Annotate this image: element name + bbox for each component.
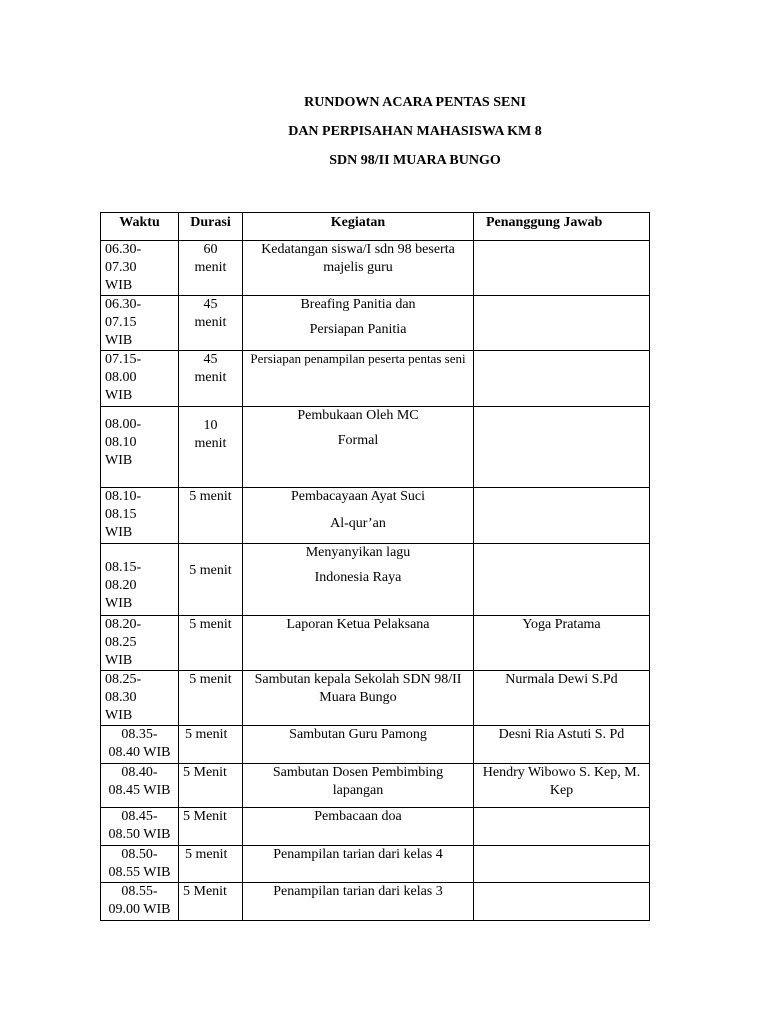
title-line-3: SDN 98/II MUARA BUNGO <box>329 153 501 168</box>
cell-kegiatan: Sambutan kepala Sekolah SDN 98/II Muara Bungo <box>243 671 474 726</box>
title-line-2: DAN PERPISAHAN MAHASISWA KM 8 <box>288 124 542 139</box>
table-row <box>101 846 650 883</box>
table-row <box>101 883 650 921</box>
cell-waktu: 07.15- 08.00 WIB <box>101 351 179 407</box>
table-header-row <box>101 213 650 241</box>
rundown-table <box>100 212 650 921</box>
cell-durasi: 60 menit <box>179 241 243 296</box>
cell-penanggung-jawab: Desni Ria Astuti S. Pd <box>474 726 650 764</box>
table-row <box>101 296 650 351</box>
cell-kegiatan: Sambutan Dosen Pembimbing lapangan <box>243 764 474 808</box>
table-row <box>101 764 650 808</box>
kegiatan-line-1: Menyanyikan lagu <box>305 545 411 560</box>
cell-penanggung-jawab <box>474 808 650 846</box>
table-row <box>101 488 650 544</box>
cell-waktu: 08.50- 08.55 WIB <box>101 846 179 883</box>
cell-waktu: 08.15- 08.20 WIB <box>101 544 179 616</box>
cell-kegiatan <box>243 296 474 351</box>
title-line-1: RUNDOWN ACARA PENTAS SENI <box>304 95 526 110</box>
table-row <box>101 241 650 296</box>
header-durasi: Durasi <box>179 213 243 241</box>
cell-kegiatan: Sambutan Guru Pamong <box>243 726 474 764</box>
table-row <box>101 351 650 407</box>
cell-durasi: 5 Menit <box>179 883 243 921</box>
cell-durasi: 10 menit <box>179 407 243 488</box>
cell-penanggung-jawab <box>474 544 650 616</box>
cell-penanggung-jawab <box>474 407 650 488</box>
cell-durasi: 5 menit <box>179 616 243 671</box>
cell-durasi: 5 menit <box>179 671 243 726</box>
kegiatan-line-1: Pembukaan Oleh MC <box>297 408 419 423</box>
cell-durasi: 5 Menit <box>179 764 243 808</box>
table-row <box>101 544 650 616</box>
cell-waktu: 08.00- 08.10 WIB <box>101 407 179 488</box>
cell-penanggung-jawab: Hendry Wibowo S. Kep, M. Kep <box>474 764 650 808</box>
table-row <box>101 808 650 846</box>
cell-waktu: 08.40- 08.45 WIB <box>101 764 179 808</box>
cell-waktu: 08.45- 08.50 WIB <box>101 808 179 846</box>
cell-kegiatan <box>243 407 474 488</box>
cell-durasi: 5 menit <box>179 544 243 616</box>
header-penanggung-jawab: Penanggung Jawab <box>474 213 650 241</box>
kegiatan-line-1: Pembacayaan Ayat Suci <box>290 489 425 504</box>
cell-penanggung-jawab <box>474 488 650 544</box>
kegiatan-line-2: Al-qur’an <box>330 516 386 531</box>
cell-waktu: 08.35- 08.40 WIB <box>101 726 179 764</box>
table-row <box>101 726 650 764</box>
kegiatan-line-1: Breafing Panitia dan <box>300 297 416 312</box>
cell-durasi: 5 menit <box>179 846 243 883</box>
cell-durasi: 5 menit <box>179 488 243 544</box>
table-row <box>101 616 650 671</box>
cell-kegiatan: Pembacaan doa <box>243 808 474 846</box>
header-waktu: Waktu <box>101 213 179 241</box>
cell-waktu: 08.10- 08.15 WIB <box>101 488 179 544</box>
cell-penanggung-jawab <box>474 846 650 883</box>
table-row <box>101 671 650 726</box>
kegiatan-line-2: Indonesia Raya <box>314 570 402 585</box>
cell-kegiatan: Persiapan penampilan peserta pentas seni <box>243 351 474 407</box>
cell-waktu: 08.20- 08.25 WIB <box>101 616 179 671</box>
cell-waktu: 06.30- 07.15 WIB <box>101 296 179 351</box>
header-kegiatan: Kegiatan <box>243 213 474 241</box>
cell-durasi: 45 menit <box>179 351 243 407</box>
cell-kegiatan: Laporan Ketua Pelaksana <box>243 616 474 671</box>
kegiatan-line-2: Persiapan Panitia <box>309 322 407 337</box>
cell-penanggung-jawab: Nurmala Dewi S.Pd <box>474 671 650 726</box>
cell-kegiatan: Penampilan tarian dari kelas 3 <box>243 883 474 921</box>
cell-waktu: 08.25- 08.30 WIB <box>101 671 179 726</box>
cell-kegiatan <box>243 488 474 544</box>
cell-kegiatan: Kedatangan siswa/I sdn 98 beserta majelis guru <box>243 241 474 296</box>
table-row <box>101 407 650 488</box>
cell-penanggung-jawab <box>474 296 650 351</box>
cell-penanggung-jawab <box>474 351 650 407</box>
cell-penanggung-jawab <box>474 241 650 296</box>
cell-durasi: 5 Menit <box>179 808 243 846</box>
cell-penanggung-jawab: Yoga Pratama <box>474 616 650 671</box>
cell-waktu: 06.30- 07.30 WIB <box>101 241 179 296</box>
cell-penanggung-jawab <box>474 883 650 921</box>
cell-durasi: 5 menit <box>179 726 243 764</box>
cell-kegiatan <box>243 544 474 616</box>
document-title <box>0 92 768 179</box>
cell-kegiatan: Penampilan tarian dari kelas 4 <box>243 846 474 883</box>
cell-durasi: 45 menit <box>179 296 243 351</box>
cell-waktu: 08.55- 09.00 WIB <box>101 883 179 921</box>
kegiatan-line-2: Formal <box>337 433 379 448</box>
